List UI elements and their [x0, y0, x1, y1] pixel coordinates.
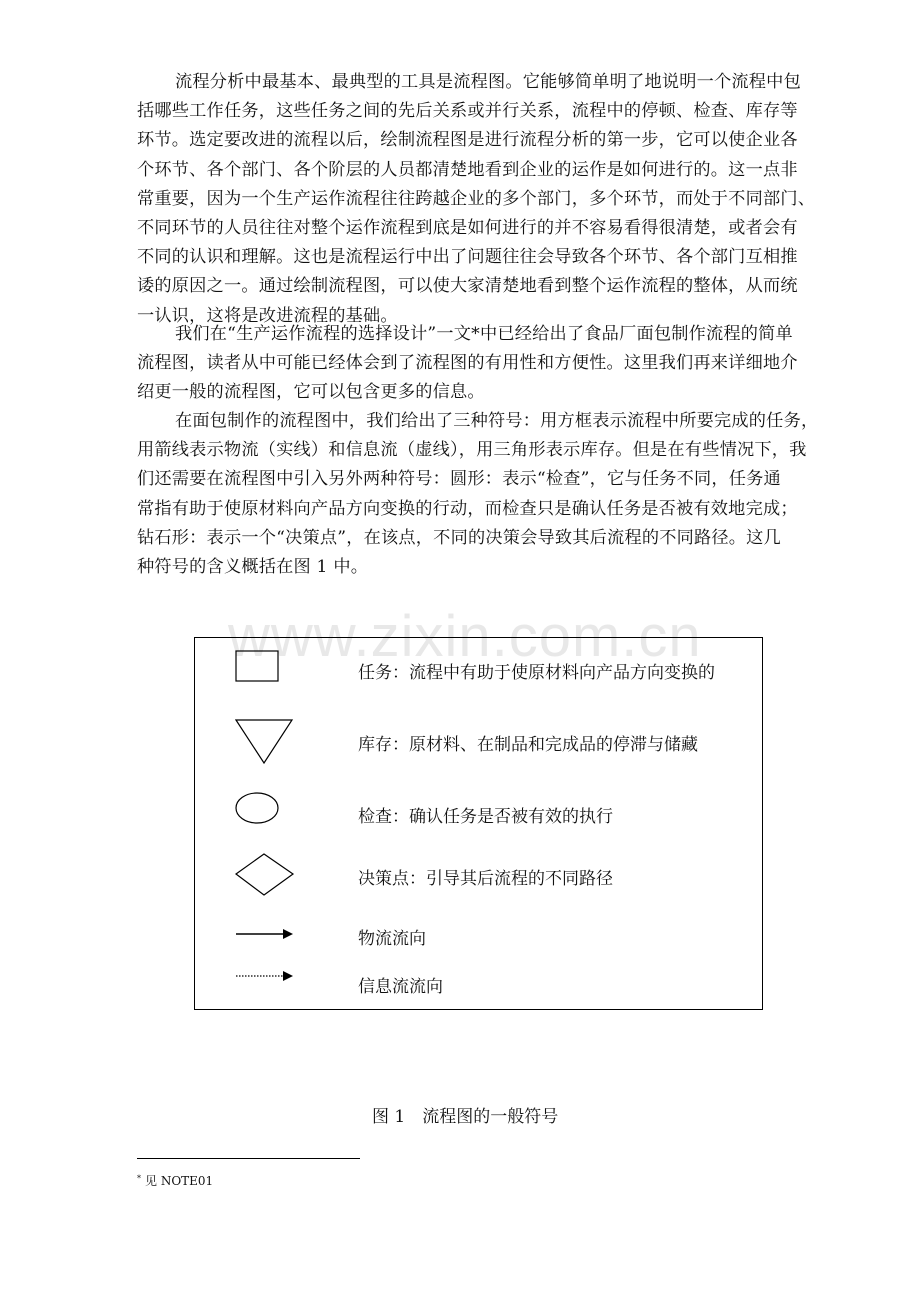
figure-caption: 图 1 流程图的一般符号	[372, 1107, 559, 1127]
text-line: 环节。选定要改进的流程以后，绘制流程图是进行流程分析的第一步，它可以使企业各	[137, 130, 798, 151]
legend-label: 任务：流程中有助于使原材料向产品方向变换的	[358, 663, 715, 683]
text-line: 个环节、各个部门、各个阶层的人员都清楚地看到企业的运作是如何进行的。这一点非	[137, 159, 798, 180]
footnote-text: 见 NOTE01	[145, 1174, 214, 1188]
legend-label: 信息流流向	[358, 977, 443, 997]
footnote	[137, 1172, 213, 1189]
text-line: 流程图，读者从中可能已经体会到了流程图的有用性和方便性。这里我们再来详细地介	[137, 353, 798, 374]
legend-label: 决策点：引导其后流程的不同路径	[358, 869, 613, 889]
footnote-marker: *	[137, 1174, 141, 1183]
text-line: 诿的原因之一。通过绘制流程图，可以使大家清楚地看到整个运作流程的整体，从而统	[137, 276, 798, 297]
legend-label: 物流流向	[358, 929, 426, 949]
flowchart-symbol-legend	[194, 637, 763, 1010]
text-line: 我们在“生产运作流程的选择设计”一文*中已经给出了食品厂面包制作流程的简单	[175, 324, 793, 344]
text-line: 在面包制作的流程图中，我们给出了三种符号：用方框表示流程中所要完成的任务，	[175, 411, 819, 431]
text-line: 用箭线表示物流（实线）和信息流（虚线），用三角形表示库存。但是在有些情况下，我	[137, 440, 807, 461]
legend-label: 检查：确认任务是否被有效的执行	[358, 807, 613, 827]
legend-label: 库存：原材料、在制品和完成品的停滞与储藏	[358, 735, 698, 755]
text-line: 不同的认识和理解。这也是流程运行中出了问题往往会导致各个环节、各个部门互相推	[137, 247, 798, 268]
paragraph-2	[137, 320, 849, 408]
watermark: www.zixin.com.cn	[228, 604, 702, 669]
ellipse-icon	[235, 792, 281, 826]
text-line: 常指有助于使原材料向产品方向变换的行动，而检查只是确认任务是否被有效地完成；	[137, 498, 798, 519]
paragraph-3	[137, 407, 849, 582]
dotted-arrow-icon	[235, 968, 297, 984]
solid-arrow-icon	[235, 926, 297, 942]
text-line: 绍更一般的流程图，它可以包含更多的信息。	[137, 382, 485, 403]
text-line: 钻石形：表示一个“决策点”，在该点，不同的决策会导致其后流程的不同路径。这几	[137, 527, 781, 548]
text-line: 一认识，这将是改进流程的基础。	[137, 305, 398, 326]
triangle-icon	[235, 718, 295, 766]
text-line: 不同环节的人员往往对整个运作流程到底是如何进行的并不容易看得很清楚，或者会有	[137, 218, 798, 239]
footnote-divider	[137, 1158, 360, 1159]
text-line: 括哪些工作任务，这些任务之间的先后关系或并行关系，流程中的停顿、检查、库存等	[137, 101, 798, 122]
text-line: 流程分析中最基本、最典型的工具是流程图。它能够简单明了地说明一个流程中包	[175, 72, 801, 92]
rectangle-icon	[235, 650, 281, 684]
diamond-icon	[235, 852, 297, 898]
text-line: 常重要，因为一个生产运作流程往往跨越企业的多个部门，多个环节，而处于不同部门、	[137, 188, 816, 209]
paragraph-1	[137, 68, 849, 331]
text-line: 们还需要在流程图中引入另外两种符号：圆形：表示“检查”，它与任务不同，任务通	[137, 469, 781, 490]
text-line: 种符号的含义概括在图 1 中。	[137, 557, 369, 578]
